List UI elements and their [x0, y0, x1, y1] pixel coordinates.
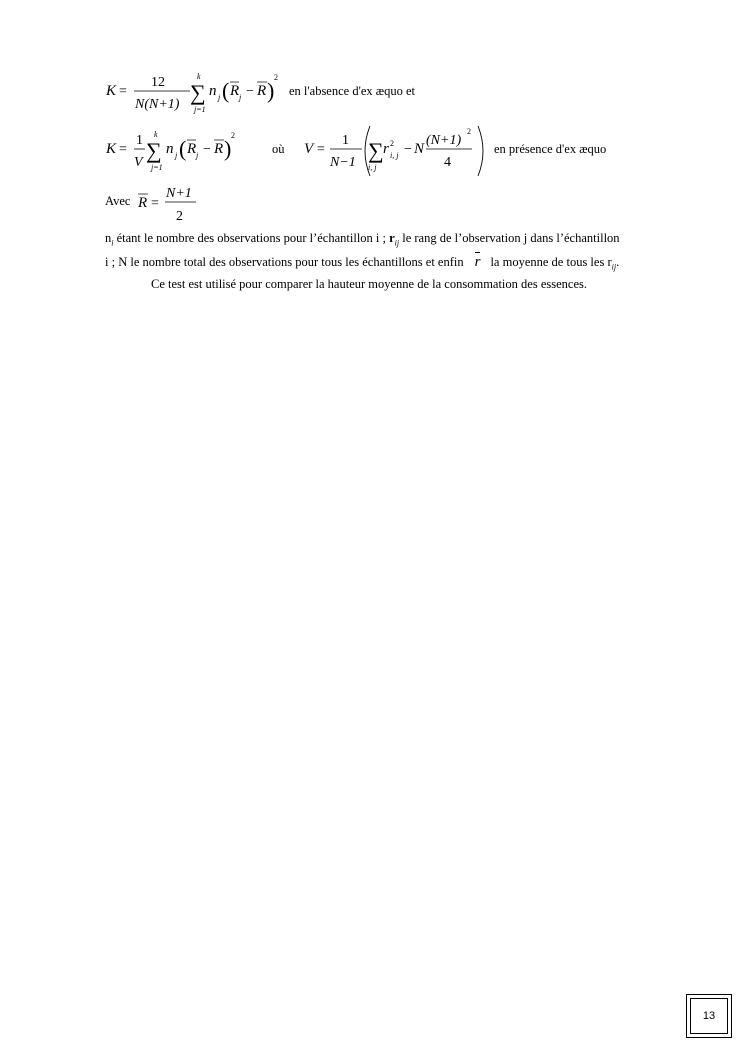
formula3-r: r	[383, 141, 389, 157]
formula1-minus: −	[246, 84, 254, 99]
formula1-denominator: N(N+1)	[135, 97, 180, 112]
formula1-n-sub: j	[218, 93, 221, 102]
formula3-sum-lower: i, j	[368, 163, 377, 172]
formula2-R: R	[187, 141, 197, 157]
formula2-exponent: 2	[231, 131, 235, 140]
formula1-lparen: (	[222, 78, 230, 103]
formula3-frac-numerator: (N+1)	[426, 133, 462, 148]
formula1-R-sub: j	[239, 93, 242, 102]
formula3-minus: −	[404, 142, 412, 157]
formula2-R-sub: j	[196, 151, 199, 160]
p2-text-a: i ; N le nombre total des observations pour tous les échantillons et enfin	[105, 255, 464, 269]
formula-rank-mean	[136, 180, 206, 230]
paragraph-test-usage: Ce test est utilisé pour comparer la hauteur moyenne de la consommation des essences.	[151, 277, 587, 291]
p2-text-b: la moyenne de tous les r	[490, 255, 612, 269]
formula2-rparen: )	[224, 136, 232, 161]
formula3-denominator: N−1	[330, 155, 356, 170]
p2-rbar-letter: r	[474, 254, 481, 270]
formula1-sigma: ∑	[190, 80, 206, 105]
p1-r: r	[389, 231, 395, 245]
formula1-equals: =	[119, 84, 127, 99]
formula2-connector: où	[272, 142, 285, 156]
formula2-n-sub: j	[175, 151, 178, 160]
formula3-equals: =	[317, 142, 325, 157]
formula2-sum-lower: j=1	[151, 163, 163, 172]
formula3-caption: en présence d'ex æquo	[494, 142, 607, 156]
page-number-box	[686, 994, 732, 1038]
p1-r-sub: ij	[394, 238, 400, 248]
formula1-lhs: K	[106, 83, 117, 99]
formula1-sum-upper: k	[197, 72, 201, 81]
formula3-numerator: 1	[342, 133, 349, 148]
formula1-Rbar: R	[257, 83, 267, 99]
p1-text-a: étant le nombre des observations pour l’échantillon i ;	[113, 231, 390, 245]
formula1-rparen: )	[267, 78, 275, 103]
formula1-sum-lower: j=1	[194, 105, 206, 114]
formula2-Rbar: R	[214, 141, 224, 157]
formula1-numerator: 12	[151, 75, 165, 90]
formula4-equals: =	[151, 196, 159, 211]
formula2-denominator: V	[134, 155, 143, 170]
formula1-n: n	[209, 83, 217, 99]
formula3-r-sub: i, j	[390, 151, 399, 160]
p1-text-b: le rang de l’observation j dans l’échantillon	[399, 231, 620, 245]
formula1-caption: en l'absence d'ex æquo et	[289, 84, 415, 98]
formula3-frac-num-exp: 2	[467, 127, 471, 136]
formula-variance	[302, 122, 492, 180]
formula2-sigma: ∑	[146, 138, 162, 163]
formula1-R: R	[230, 83, 240, 99]
formula4-numerator: N+1	[166, 186, 192, 201]
p2-end: .	[616, 255, 620, 269]
formula3-N: N	[414, 141, 425, 157]
formula3-lhs: V	[304, 141, 314, 157]
formula2-minus: −	[203, 142, 211, 157]
formula2-numerator: 1	[136, 133, 143, 148]
formula3-sigma: ∑	[368, 138, 384, 163]
formula2-n: n	[166, 141, 174, 157]
formula-kruskal-no-ties	[104, 70, 289, 120]
formula3-frac-denominator: 4	[444, 155, 451, 170]
p2-rbar	[475, 251, 481, 273]
formula3-big-rparen	[478, 126, 483, 176]
page-number: 13	[690, 998, 728, 1034]
p1-n: n	[105, 231, 112, 245]
p2-r-sub: ij	[611, 262, 617, 272]
formula2-sum-upper: k	[154, 130, 158, 139]
formula1-exponent: 2	[274, 73, 278, 82]
formula4-prefix: Avec	[105, 194, 131, 208]
formula-kruskal-ties	[104, 128, 244, 178]
formula4-denominator: 2	[176, 209, 183, 224]
p1-n-sub: i	[111, 238, 114, 248]
formula3-r-sup: 2	[390, 139, 394, 148]
formula2-lparen: (	[179, 136, 187, 161]
formula2-lhs: K	[106, 141, 117, 157]
formula2-equals: =	[119, 142, 127, 157]
formula4-lhs: R	[138, 195, 148, 211]
